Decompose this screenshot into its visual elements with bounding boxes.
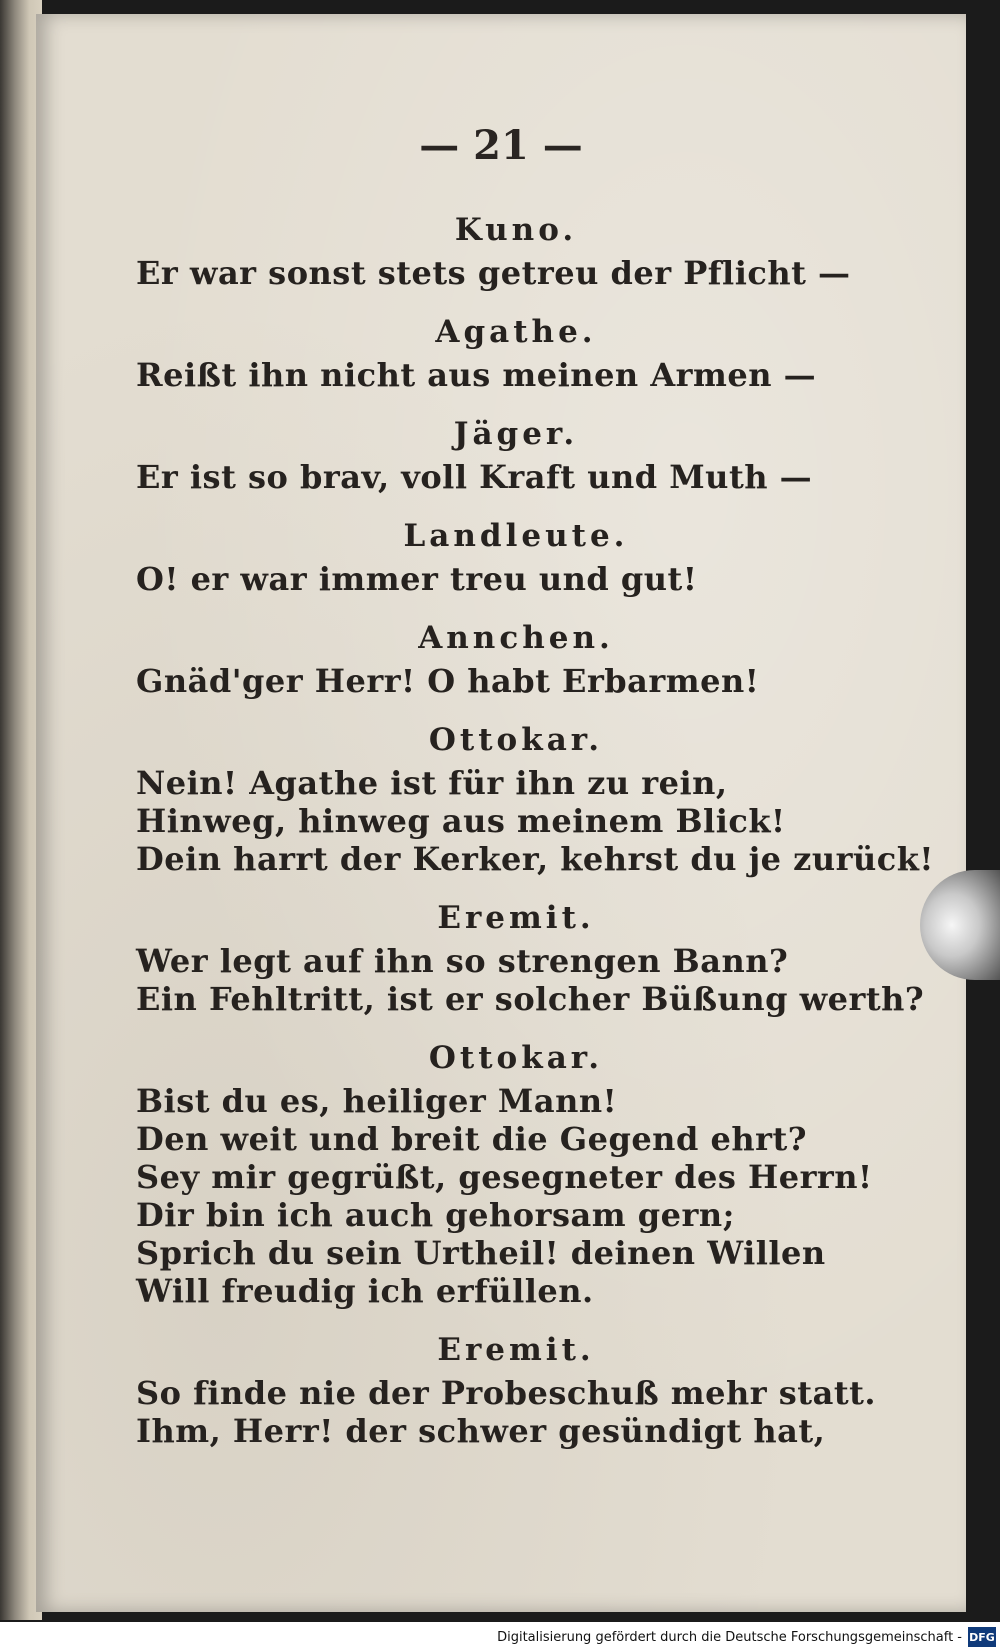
verse-line: Sprich du sein Urtheil! deinen Willen	[136, 1234, 826, 1272]
verse-line: Sey mir gegrüßt, gesegneter des Herrn!	[136, 1158, 873, 1196]
dialogue-block	[136, 416, 896, 496]
dialogue-block	[136, 1332, 896, 1450]
verse-line: Den weit und breit die Gegend ehrt?	[136, 1120, 807, 1158]
speaker-name: Eremit.	[437, 900, 595, 936]
digitization-footer	[0, 1622, 1000, 1652]
book-page	[36, 14, 966, 1612]
verse-line: Ein Fehltritt, ist er solcher Büßung werth?	[136, 980, 925, 1018]
dialogue-block	[136, 1040, 896, 1310]
verse-line: Reißt ihn nicht aus meinen Armen —	[136, 356, 817, 394]
verse-line: So finde nie der Probeschuß mehr statt.	[136, 1374, 877, 1412]
dialogue-block	[136, 620, 896, 700]
speaker-name: Annchen.	[418, 620, 614, 656]
dialogue-block	[136, 518, 896, 598]
verse-line: Ihm, Herr! der schwer gesündigt hat,	[136, 1412, 826, 1450]
verse-line: Dein harrt der Kerker, kehrst du je zurück!	[136, 840, 934, 878]
verse-line: Er war sonst stets getreu der Pflicht —	[136, 254, 851, 292]
verse-line: Bist du es, heiliger Mann!	[136, 1082, 618, 1120]
dialogue-block	[136, 314, 896, 394]
speaker-name: Jäger.	[453, 416, 579, 452]
dialogue-block	[136, 722, 934, 878]
verse-line: Dir bin ich auch gehorsam gern;	[136, 1196, 735, 1234]
verse-line: Er ist so brav, voll Kraft und Muth —	[136, 458, 813, 496]
dialogue-block	[136, 212, 896, 292]
verse-line: Will freudig ich erfüllen.	[136, 1272, 594, 1310]
speaker-name: Kuno.	[454, 212, 578, 248]
verse-line: Gnäd'ger Herr! O habt Erbarmen!	[136, 662, 760, 700]
page-number: — 21 —	[419, 122, 583, 169]
speaker-name: Ottokar.	[428, 722, 604, 758]
dialogue-block	[136, 900, 925, 1018]
verse-line: Wer legt auf ihn so strengen Bann?	[136, 942, 789, 980]
speaker-name: Ottokar.	[428, 1040, 604, 1076]
verse-line: O! er war immer treu und gut!	[136, 560, 698, 598]
dfg-logo: DFG	[968, 1627, 996, 1647]
verse-line: Nein! Agathe ist für ihn zu rein,	[136, 764, 728, 802]
speaker-name: Landleute.	[403, 518, 629, 554]
footer-credit-text: Digitalisierung gefördert durch die Deutsche Forschungsgemeinschaft -	[497, 1629, 962, 1645]
verse-line: Hinweg, hinweg aus meinem Blick!	[136, 802, 786, 840]
speaker-name: Eremit.	[437, 1332, 595, 1368]
page-content	[136, 204, 934, 1472]
speaker-name: Agathe.	[435, 314, 597, 350]
